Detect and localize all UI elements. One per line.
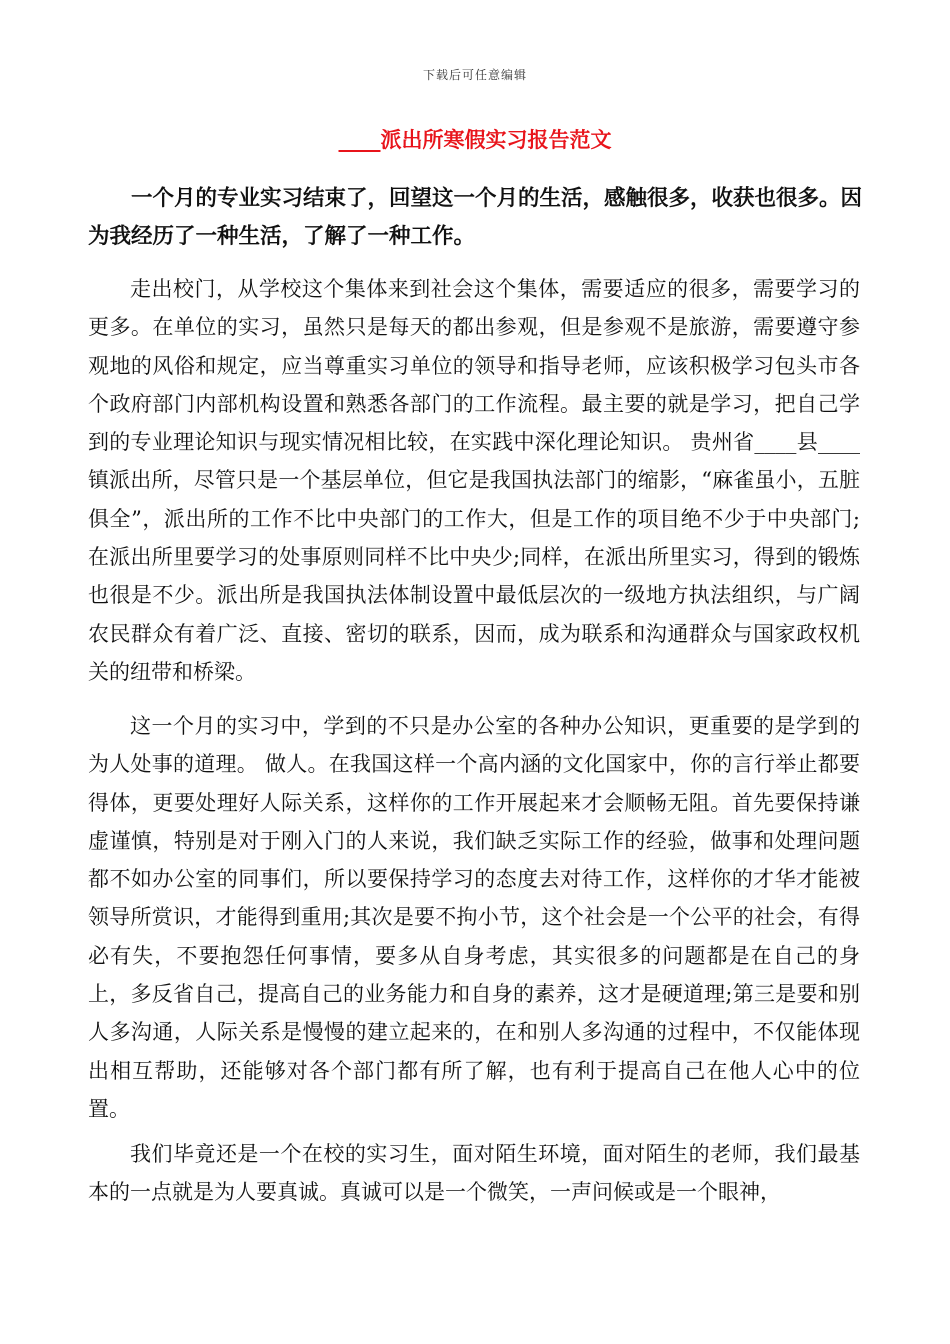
body-paragraph-2: 这一个月的实习中，学到的不只是办公室的各种办公知识，更重要的是学到的为人处事的道理。 做人。在我国这样一个高内涵的文化国家中，你的言行举止都要得体，更要处理好人际关系，这样你的工作开展起来才会顺畅无阻。首先要保持谦虚谨慎，特别是对于刚入门的人来说，我们缺乏实际工作的经验，做事和处理问题都不如办公室的同事们，所以要保持学习的态度去对待工作，这样你的才华才能被领导所赏识，才能得到重用;其次是要不拘小节，这个社会是一个公平的社会，有得必有失，不要抱怨任何事情，要多从自身考虑，其实很多的问题都是在自己的身上，多反省自己，提高自己的业务能力和自身的素养，这才是硬道理;第三是要和别人多沟通，人际关系是慢慢的建立起来的，在和别人多沟通的过程中，不仅能体现出相互帮助，还能够对各个部门都有所了解，也有利于提高自己在他人心中的位置。 (88, 714, 860, 1121)
intro-paragraph: 一个月的专业实习结束了，回望这一个月的生活，感触很多，收获也很多。因为我经历了一种生活，了解了一种工作。 (88, 186, 863, 249)
body-paragraph-1: 走出校门，从学校这个集体来到社会这个集体，需要适应的很多，需要学习的更多。在单位的实习，虽然只是每天的都出参观，但是参观不是旅游，需要遵守参观地的风俗和规定，应当尊重实习单位的领导和指导老师，应该积极学习包头市各个政府部门内部机构设置和熟悉各部门的工作流程。最主要的就是学习，把自己学到的专业理论知识与现实情况相比较，在实践中深化理论知识。 贵州省____县____镇派出所，尽管只是一个基层单位，但它是我国执法部门的缩影，“麻雀虽小，五脏俱全”，派出所的工作不比中央部门的工作大，但是工作的项目绝不少于中央部门;在派出所里要学习的处事原则同样不比中央少;同样，在派出所里实习，得到的锻炼也很是不少。派出所是我国执法体制设置中最低层次的一级地方执法组织，与广阔农民群众有着广泛、直接、密切的联系，因而，成为联系和沟通群众与国家政权机关的纽带和桥梁。 (88, 277, 860, 684)
header-note: 下载后可任意编辑 (422, 68, 527, 82)
document-title: ____派出所寒假实习报告范文 (338, 127, 612, 152)
body-paragraph-3: 我们毕竟还是一个在校的实习生，面对陌生环境，面对陌生的老师，我们最基本的一点就是为人要真诚。真诚可以是一个微笑，一声问候或是一个眼神， (88, 1142, 860, 1205)
